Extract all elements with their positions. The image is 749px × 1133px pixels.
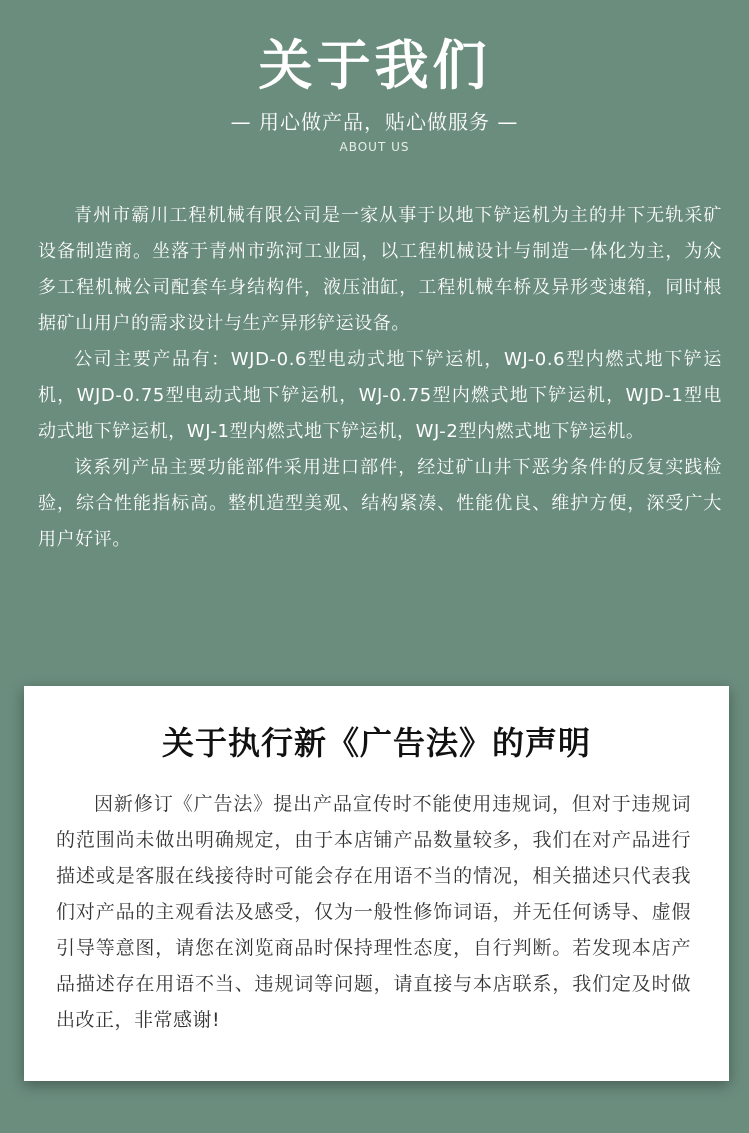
intro-paragraph: 青州市霸川工程机械有限公司是一家从事于以地下铲运机为主的井下无轨采矿设备制造商。坐落于青州市弥河工业园，以工程机械设计与制造一体化为主，为众多工程机械公司配套车身结构件，液压油缸，工程机械车桥及异形变速箱，同时根据矿山用户的需求设计与生产异形铲运设备。 [38,205,722,334]
page-title: 关于我们 [258,34,491,97]
page-subtitle-english: ABOUT US [339,140,410,154]
about-header [0,0,749,154]
intro-paragraph: 该系列产品主要功能部件采用进口部件，经过矿山井下恶劣条件的反复实践检验，综合性能指标高。整机造型美观、结构紧凑、性能优良、维护方便，深受广大用户好评。 [38,457,722,550]
company-intro [38,198,722,558]
advertising-law-notice-card [24,686,729,1081]
intro-paragraph: 公司主要产品有：WJD-0.6型电动式地下铲运机，WJ-0.6型内燃式地下铲运机，WJD-0.75型电动式地下铲运机，WJ-0.75型内燃式地下铲运机，WJD-1型电动式地下铲运机，WJ-1型内燃式地下铲运机，WJ-2型内燃式地下铲运机。 [38,349,722,442]
page-subtitle: — 用心做产品，贴心做服务 — [230,110,519,134]
notice-body: 因新修订《广告法》提出产品宣传时不能使用违规词，但对于违规词的范围尚未做出明确规定，由于本店铺产品数量较多，我们在对产品进行描述或是客服在线接待时可能会存在用语不当的情况，相关描述只代表我们对产品的主观看法及感受，仅为一般性修饰词语，并无任何诱导、虚假引导等意图，请您在浏览商品时保持理性态度，自行判断。若发现本店产品描述存在用语不当、违规词等问题，请直接与本店联系，我们定及时做出改正，非常感谢! [56,793,691,1031]
notice-title: 关于执行新《广告法》的声明 [161,724,591,762]
